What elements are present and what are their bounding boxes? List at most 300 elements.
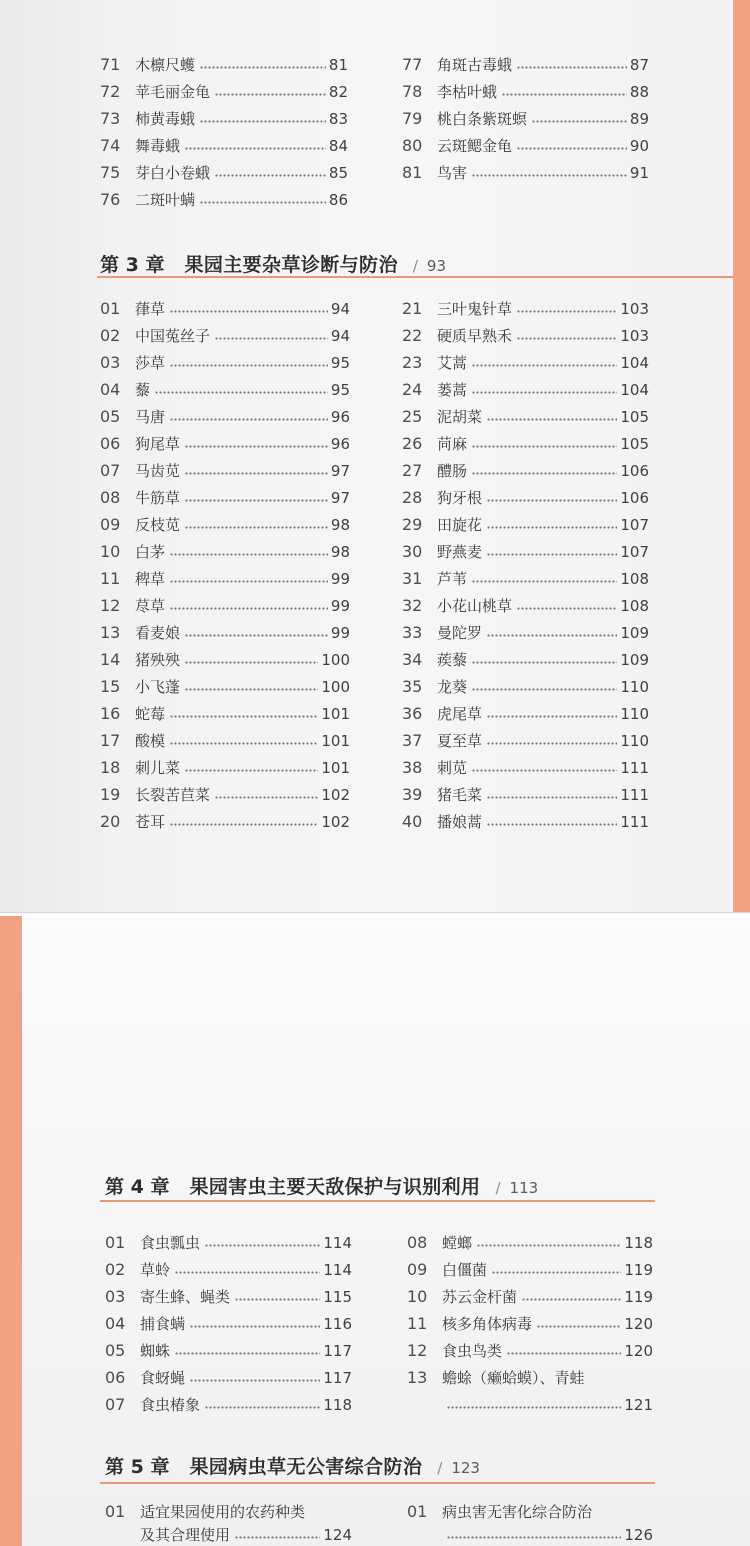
entry-number: 75 (100, 163, 121, 182)
entry-number: 79 (402, 109, 423, 128)
toc-entry (402, 511, 649, 538)
toc-entry (402, 754, 649, 781)
dot-leader (487, 823, 617, 826)
entry-page-number: 84 (328, 136, 348, 155)
entry-page-number: 101 (321, 758, 350, 777)
entry-page-number: 95 (330, 380, 350, 399)
dot-leader (235, 1298, 320, 1301)
dot-leader (487, 499, 617, 502)
entry-title: 藜 (135, 381, 151, 399)
entry-number: 09 (100, 515, 121, 534)
entry-number: 14 (100, 650, 121, 669)
entry-number: 01 (105, 1502, 126, 1521)
entry-page-number: 114 (323, 1233, 352, 1252)
entry-number: 15 (100, 677, 121, 696)
dot-leader (185, 499, 328, 502)
entry-page-number: 119 (624, 1287, 653, 1306)
toc-column-left (105, 1499, 352, 1545)
entry-title: 苹毛丽金龟 (135, 83, 211, 101)
dot-leader (472, 688, 617, 691)
entry-number: 40 (402, 812, 423, 831)
dot-leader (170, 607, 328, 610)
dot-leader (185, 769, 318, 772)
entry-title: 捕食螨 (140, 1315, 186, 1333)
chapter-heading-rule (97, 276, 733, 278)
entry-page-number: 99 (330, 623, 350, 642)
entry-page-number: 106 (620, 488, 649, 507)
toc-column-right (407, 1229, 653, 1418)
toc-entry (402, 78, 649, 105)
toc-entry (100, 132, 348, 159)
dot-leader (205, 1244, 320, 1247)
entry-page-number: 97 (330, 488, 350, 507)
entry-page-number: 102 (321, 812, 350, 831)
entry-title-continued: 及其合理使用 (140, 1526, 231, 1544)
entry-number: 06 (100, 434, 121, 453)
entry-page-number: 126 (624, 1525, 653, 1544)
toc-entry (105, 1256, 352, 1283)
entry-title: 寄生蜂、蝇类 (140, 1288, 231, 1306)
entry-page-number: 97 (330, 461, 350, 480)
toc-entry (100, 349, 350, 376)
entry-page-number: 90 (629, 136, 649, 155)
entry-title: 病虫害无害化综合防治 (442, 1503, 593, 1521)
entry-page-number: 96 (330, 434, 350, 453)
dot-leader (472, 769, 617, 772)
entry-page-number: 104 (620, 380, 649, 399)
toc-entry (402, 781, 649, 808)
toc-entry (407, 1229, 653, 1256)
entry-page-number: 81 (328, 55, 348, 74)
toc-entry (402, 457, 649, 484)
dot-leader (200, 120, 326, 123)
entry-number: 02 (100, 326, 121, 345)
toc-entry (407, 1256, 653, 1283)
toc-column-right (402, 51, 649, 186)
entry-title: 白茅 (135, 543, 166, 561)
entry-number: 25 (402, 407, 423, 426)
toc-entry (100, 430, 350, 457)
entry-number: 07 (100, 461, 121, 480)
entry-number: 18 (100, 758, 121, 777)
entry-number: 34 (402, 650, 423, 669)
dot-leader (170, 715, 318, 718)
toc-entry (402, 403, 649, 430)
entry-page-number: 94 (330, 326, 350, 345)
entry-page-number: 121 (624, 1395, 653, 1414)
dot-leader (472, 445, 617, 448)
dot-leader (170, 418, 328, 421)
entry-title: 桃白条紫斑螟 (437, 110, 528, 128)
entry-page-number: 116 (323, 1314, 352, 1333)
entry-number: 05 (100, 407, 121, 426)
toc-entry (407, 1364, 653, 1418)
entry-title: 中国菟丝子 (135, 327, 211, 345)
toc-entry (402, 484, 649, 511)
entry-title: 夏至草 (437, 732, 483, 750)
entry-number: 19 (100, 785, 121, 804)
entry-title: 蒺藜 (437, 651, 468, 669)
entry-page-number: 100 (321, 650, 350, 669)
entry-number: 01 (105, 1233, 126, 1252)
toc-entry (100, 700, 350, 727)
chapter-number: 第 4 章 (105, 1176, 170, 1198)
toc-entry (100, 808, 350, 835)
entry-number: 04 (105, 1314, 126, 1333)
entry-page-number: 120 (624, 1314, 653, 1333)
entry-number: 13 (100, 623, 121, 642)
entry-page-number: 107 (620, 542, 649, 561)
toc-entry (402, 727, 649, 754)
dot-leader (190, 1325, 320, 1328)
page-separator: / (437, 1459, 443, 1477)
toc-entry (407, 1283, 653, 1310)
entry-page-number: 102 (321, 785, 350, 804)
entry-page-number: 118 (624, 1233, 653, 1252)
dot-leader (487, 715, 617, 718)
dot-leader (170, 823, 318, 826)
dot-leader (215, 796, 318, 799)
dot-leader (537, 1325, 621, 1328)
toc-entry (402, 105, 649, 132)
toc-entry (100, 105, 348, 132)
entry-number: 28 (402, 488, 423, 507)
entry-page-number: 86 (328, 190, 348, 209)
entry-title: 荩草 (135, 597, 166, 615)
entry-page-number: 85 (328, 163, 348, 182)
dot-leader (472, 472, 617, 475)
dot-leader (447, 1406, 621, 1409)
dot-leader (517, 66, 627, 69)
entry-number: 76 (100, 190, 121, 209)
dot-leader (170, 310, 328, 313)
entry-page-number: 110 (620, 677, 649, 696)
entry-page-number: 88 (629, 82, 649, 101)
entry-title: 食蚜蝇 (140, 1369, 186, 1387)
dot-leader (487, 418, 617, 421)
entry-page-number: 119 (624, 1260, 653, 1279)
entry-title: 马齿苋 (135, 462, 181, 480)
dot-leader (472, 661, 617, 664)
toc-entry (402, 159, 649, 186)
entry-title: 小花山桃草 (437, 597, 513, 615)
dot-leader (215, 174, 326, 177)
entry-page-number: 98 (330, 515, 350, 534)
entry-page-number: 107 (620, 515, 649, 534)
entry-title: 马唐 (135, 408, 166, 426)
entry-number: 72 (100, 82, 121, 101)
entry-title: 刺苋 (437, 759, 468, 777)
dot-leader (185, 688, 318, 691)
dot-leader (215, 93, 326, 96)
entry-page-number: 120 (624, 1341, 653, 1360)
entry-title: 狗尾草 (135, 435, 181, 453)
entry-page-number: 101 (321, 731, 350, 750)
dot-leader (155, 391, 328, 394)
entry-page-number: 95 (330, 353, 350, 372)
entry-number: 09 (407, 1260, 428, 1279)
entry-page-number: 117 (323, 1368, 352, 1387)
entry-title: 猪殃殃 (135, 651, 181, 669)
chapter-title: 果园主要杂草诊断与防治 (184, 254, 398, 276)
entry-title: 蟾蜍（癞蛤蟆）、青蛙 (442, 1369, 585, 1387)
entry-page-number: 110 (620, 731, 649, 750)
dot-leader (472, 391, 617, 394)
entry-number: 16 (100, 704, 121, 723)
entry-title: 莎草 (135, 354, 166, 372)
toc-entry-line (407, 1391, 653, 1418)
toc-entry (402, 592, 649, 619)
dot-leader (502, 93, 627, 96)
dot-leader (487, 796, 617, 799)
page-edge-accent-strip (733, 0, 750, 912)
entry-number: 36 (402, 704, 423, 723)
toc-entry (105, 1391, 352, 1418)
entry-title: 适宜果园使用的农药种类 (140, 1503, 306, 1521)
chapter-heading-rule (100, 1200, 655, 1202)
toc-entry (100, 376, 350, 403)
entry-title: 小飞蓬 (135, 678, 181, 696)
entry-number: 73 (100, 109, 121, 128)
toc-entry (100, 781, 350, 808)
entry-page-number: 87 (629, 55, 649, 74)
entry-page-number: 94 (330, 299, 350, 318)
dot-leader (200, 66, 326, 69)
entry-title: 草蛉 (140, 1261, 171, 1279)
entry-page-number: 100 (321, 677, 350, 696)
toc-entry (100, 403, 350, 430)
dot-leader (205, 1406, 320, 1409)
entry-title: 芦苇 (437, 570, 468, 588)
entry-title: 看麦娘 (135, 624, 181, 642)
entry-number: 39 (402, 785, 423, 804)
entry-title: 葎草 (135, 300, 166, 318)
page-separator: / (412, 257, 418, 275)
entry-number: 10 (407, 1287, 428, 1306)
toc-entry (402, 673, 649, 700)
entry-number: 07 (105, 1395, 126, 1414)
entry-title: 醴肠 (437, 462, 468, 480)
entry-page-number: 111 (620, 758, 649, 777)
entry-page-number: 96 (330, 407, 350, 426)
entry-page-number: 105 (620, 407, 649, 426)
toc-entry (105, 1499, 352, 1545)
entry-page-number: 103 (620, 326, 649, 345)
entry-page-number: 98 (330, 542, 350, 561)
entry-title: 芽白小卷蛾 (135, 164, 211, 182)
entry-title: 田旋花 (437, 516, 483, 534)
entry-title: 三叶鬼针草 (437, 300, 513, 318)
entry-title: 牛筋草 (135, 489, 181, 507)
entry-page-number: 101 (321, 704, 350, 723)
entry-number: 21 (402, 299, 423, 318)
entry-page-number: 124 (323, 1525, 352, 1544)
entry-title: 蛇莓 (135, 705, 166, 723)
dot-leader (522, 1298, 621, 1301)
entry-number: 04 (100, 380, 121, 399)
entry-number: 03 (105, 1287, 126, 1306)
toc-entry (402, 295, 649, 322)
toc-entry (100, 484, 350, 511)
entry-number: 12 (407, 1341, 428, 1360)
dot-leader (472, 580, 617, 583)
dot-leader (517, 607, 617, 610)
toc-entry (402, 349, 649, 376)
toc-entry (105, 1229, 352, 1256)
toc-entry (100, 538, 350, 565)
toc-column-left (105, 1229, 352, 1418)
entry-number: 10 (100, 542, 121, 561)
entry-number: 80 (402, 136, 423, 155)
entry-title: 刺儿菜 (135, 759, 181, 777)
chapter-number: 第 5 章 (105, 1456, 170, 1478)
entry-title: 食虫椿象 (140, 1396, 201, 1414)
toc-entry (100, 727, 350, 754)
page-edge-accent-strip (0, 916, 22, 1546)
toc-entry (100, 159, 348, 186)
entry-page-number: 83 (328, 109, 348, 128)
toc-entry-line (407, 1364, 653, 1391)
entry-title: 曼陀罗 (437, 624, 483, 642)
chapter-number: 第 3 章 (100, 254, 165, 276)
entry-title: 猪毛菜 (437, 786, 483, 804)
entry-title: 稗草 (135, 570, 166, 588)
entry-title: 苏云金杆菌 (442, 1288, 518, 1306)
dot-leader (507, 1352, 621, 1355)
entry-page-number: 105 (620, 434, 649, 453)
dot-leader (215, 337, 328, 340)
dot-leader (170, 742, 318, 745)
entry-number: 38 (402, 758, 423, 777)
entry-title: 蒌蒿 (437, 381, 468, 399)
entry-page-number: 115 (323, 1287, 352, 1306)
entry-number: 71 (100, 55, 121, 74)
entry-title: 反枝苋 (135, 516, 181, 534)
entry-page-number: 89 (629, 109, 649, 128)
toc-entry (105, 1310, 352, 1337)
dot-leader (170, 553, 328, 556)
entry-number: 33 (402, 623, 423, 642)
toc-entry (105, 1283, 352, 1310)
entry-title: 舞毒蛾 (135, 137, 181, 155)
entry-number: 78 (402, 82, 423, 101)
dot-leader (185, 445, 328, 448)
dot-leader (175, 1352, 320, 1355)
toc-entry (100, 511, 350, 538)
entry-title: 播娘蒿 (437, 813, 483, 831)
toc-column-left (100, 295, 350, 835)
entry-page-number: 103 (620, 299, 649, 318)
chapter-title: 果园病虫草无公害综合防治 (189, 1456, 423, 1478)
entry-page-number: 91 (629, 163, 649, 182)
entry-number: 77 (402, 55, 423, 74)
toc-entry (100, 592, 350, 619)
lower-book-page (0, 916, 750, 1546)
toc-entry (402, 619, 649, 646)
toc-entry (100, 754, 350, 781)
dot-leader (185, 472, 328, 475)
entry-title: 泥胡菜 (437, 408, 483, 426)
entry-page-number: 111 (620, 785, 649, 804)
entry-number: 27 (402, 461, 423, 480)
toc-column-right (402, 295, 649, 835)
toc-entry (402, 51, 649, 78)
dot-leader (175, 1271, 320, 1274)
dot-leader (487, 553, 617, 556)
entry-number: 11 (100, 569, 121, 588)
dot-leader (190, 1379, 320, 1382)
dot-leader (472, 174, 627, 177)
entry-page-number: 108 (620, 569, 649, 588)
chapter-heading (105, 1175, 538, 1199)
toc-entry (407, 1499, 653, 1545)
dot-leader (517, 147, 627, 150)
chapter-heading-rule (100, 1482, 655, 1484)
dot-leader (532, 120, 627, 123)
dot-leader (170, 580, 328, 583)
dot-leader (185, 634, 328, 637)
entry-title: 野燕麦 (437, 543, 483, 561)
entry-number: 08 (407, 1233, 428, 1252)
dot-leader (235, 1536, 320, 1539)
dot-leader (185, 526, 328, 529)
entry-number: 24 (402, 380, 423, 399)
entry-number: 11 (407, 1314, 428, 1333)
dot-leader (492, 1271, 621, 1274)
entry-number: 26 (402, 434, 423, 453)
entry-title: 二斑叶螨 (135, 191, 196, 209)
toc-entry (100, 78, 348, 105)
entry-title: 食虫鸟类 (442, 1342, 503, 1360)
entry-title: 柿黄毒蛾 (135, 110, 196, 128)
dot-leader (170, 364, 328, 367)
entry-title: 角斑古毒蛾 (437, 56, 513, 74)
entry-page-number: 109 (620, 650, 649, 669)
toc-entry (402, 565, 649, 592)
entry-page-number: 118 (323, 1395, 352, 1414)
dot-leader (200, 201, 326, 204)
entry-page-number: 99 (330, 569, 350, 588)
toc-entry (402, 376, 649, 403)
entry-number: 22 (402, 326, 423, 345)
toc-entry (100, 565, 350, 592)
entry-number: 30 (402, 542, 423, 561)
toc-entry (100, 51, 348, 78)
dot-leader (472, 364, 617, 367)
entry-number: 01 (407, 1502, 428, 1521)
toc-entry (100, 186, 348, 213)
chapter-start-page: 123 (451, 1459, 480, 1477)
entry-page-number: 114 (323, 1260, 352, 1279)
entry-number: 81 (402, 163, 423, 182)
toc-entry (100, 619, 350, 646)
dot-leader (477, 1244, 621, 1247)
entry-number: 05 (105, 1341, 126, 1360)
entry-page-number: 106 (620, 461, 649, 480)
toc-entry (105, 1337, 352, 1364)
toc-column-right (407, 1499, 653, 1545)
entry-number: 17 (100, 731, 121, 750)
page-separator: / (495, 1179, 501, 1197)
entry-title: 龙葵 (437, 678, 468, 696)
toc-entry (407, 1310, 653, 1337)
entry-page-number: 111 (620, 812, 649, 831)
toc-entry (402, 646, 649, 673)
entry-number: 06 (105, 1368, 126, 1387)
entry-title: 艾蒿 (437, 354, 468, 372)
entry-number: 35 (402, 677, 423, 696)
toc-entry (402, 538, 649, 565)
